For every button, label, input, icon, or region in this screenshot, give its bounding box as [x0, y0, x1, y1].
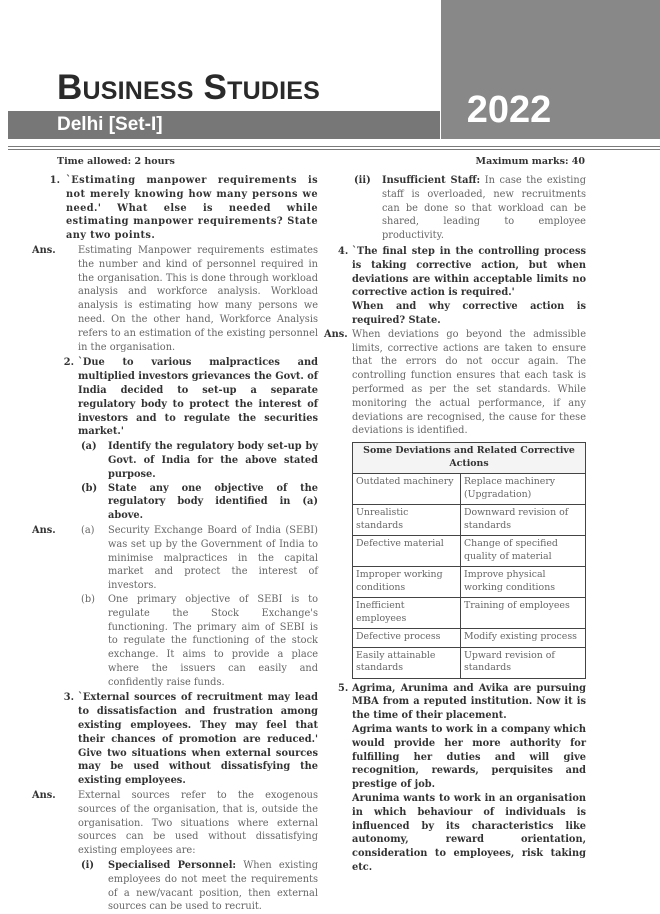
time-allowed: Time allowed: 2 hours [57, 156, 175, 167]
deviation-cell: Unrealistic standards [353, 505, 461, 536]
action-cell: Change of specified quality of material [461, 536, 586, 567]
left-column [32, 174, 318, 914]
point-title: Specialised Personnel: [108, 860, 237, 872]
answer-part-a [78, 524, 318, 593]
part-text: Security Exchange Board of India (SEBI) was set up by the Government of India to minimise malpractices in the capital market and protect the interest of investors. [108, 524, 318, 592]
answer-label: Ans. [32, 524, 56, 536]
question-number: 1. [49, 175, 60, 186]
answer-1 [32, 244, 318, 354]
answer-label: Ans. [32, 244, 56, 256]
deviation-cell: Easily attainable standards [353, 647, 461, 678]
deviation-cell: Inefficient employees [353, 598, 461, 629]
table-row [353, 629, 586, 648]
action-cell: Downward revision of standards [461, 505, 586, 536]
point-label: (i) [81, 860, 94, 872]
question-number: 5. [338, 682, 349, 694]
question-intro: Agrima, Arunima and Avika are pursuing MBA from a reputed institution. Now it is the time of their placement. [352, 682, 586, 722]
question-text: `Due to various malpractices and multiplied investors grievances the Govt. of India decided to set-up a separate regulatory body to protect the interest of investors and to regulate the securities market.' [78, 357, 318, 438]
action-cell: Training of employees [461, 598, 586, 629]
answer-text: External sources refer to the exogenous sources of the organisation, that is, outside the organisation. Two situations where external sources can be used without dissatisfying existing employees are: [78, 790, 318, 857]
action-cell: Improve physical working conditions [461, 567, 586, 598]
part-label: (a) [81, 524, 95, 536]
deviation-cell: Defective material [353, 536, 461, 567]
paper-set-label: Delhi [Set-I] [57, 114, 163, 135]
table-row [353, 505, 586, 536]
point-text: When existing employees do not meet the requirements of a new/vacant position, then external sources can be used to recruit. [108, 860, 318, 913]
question-subtext: When and why corrective action is required? State. [352, 301, 586, 326]
action-cell: Modify existing process [461, 629, 586, 648]
deviations-table [352, 442, 586, 679]
question-number: 4. [338, 245, 349, 257]
deviation-cell: Defective process [353, 629, 461, 648]
answer-2 [32, 524, 318, 690]
question-3 [32, 691, 318, 788]
right-column [324, 174, 586, 875]
point-label: (ii) [354, 175, 371, 186]
part-text: Identify the regulatory body set-up by Govt. of India for the above stated purpose. [108, 441, 318, 480]
answer-label: Ans. [32, 790, 56, 802]
question-4 [330, 245, 586, 328]
action-cell: Upward revision of standards [461, 647, 586, 678]
point-title: Insufficient Staff: [382, 175, 481, 186]
question-paragraph: Arunima wants to work in an organisation in which behaviour of individuals is influenced by its characteristics like autonomy, reward orientation, consideration to employees, risk taking etc. [352, 793, 586, 873]
part-label: (b) [81, 482, 98, 494]
answer-point-2 [330, 174, 586, 243]
question-number: 3. [63, 692, 74, 704]
answer-part-b [78, 593, 318, 690]
year-label: 2022 [466, 89, 552, 131]
answer-4 [324, 328, 586, 438]
maximum-marks: Maximum marks: 40 [475, 156, 585, 167]
question-text: `Estimating manpower requirements is not merely knowing how many persons we need.' What else is needed while estimating manpower requirements? State any two points. [66, 175, 318, 242]
table-row [353, 598, 586, 629]
exam-meta [57, 156, 585, 168]
answer-point-1 [78, 859, 318, 914]
part-label: (a) [81, 441, 97, 453]
page-title: Business Studies [57, 68, 320, 107]
table-row [353, 536, 586, 567]
question-2 [32, 356, 318, 523]
table-heading: Some Deviations and Related Corrective Actions [353, 443, 586, 474]
header-rule [8, 146, 660, 147]
deviation-cell: Improper working conditions [353, 567, 461, 598]
question-part-a [78, 440, 318, 481]
table-row [353, 474, 586, 505]
part-text: State any one objective of the regulatory body identified in (a) above. [108, 482, 318, 522]
question-text: `External sources of recruitment may lead to dissatisfaction and frustration among existing employees. They may feel that their chances of promotion are reduced.' Give two situations when external sources may be used without dissatisfying the existing employees. [78, 692, 318, 787]
question-text: `The final step in the controlling process is taking corrective action, but when deviations are within acceptable limits no corrective action is required.' [352, 245, 586, 299]
question-part-b [78, 482, 318, 523]
table-row [353, 567, 586, 598]
header-rule [8, 149, 660, 150]
part-label: (b) [81, 593, 95, 605]
answer-text: Estimating Manpower requirements estimates the number and kind of personnel required in the organisation. This is done through workload analysis and workforce analysis. Workload analysis is estimating how many persons we need. On the other hand, Workforce Analysis refers to an estimation of the existing personnel in the organisation. [78, 244, 318, 353]
deviation-cell: Outdated machinery [353, 474, 461, 505]
action-cell: Replace machinery (Upgradation) [461, 474, 586, 505]
answer-text: When deviations go beyond the admissible limits, corrective actions are taken to ensure that the errors do not occur again. The controlling function ensures that each task is performed as per the set standards. While monitoring the actual performance, if any deviations are recognised, the cause for these deviations is identified. [352, 328, 586, 437]
part-text: One primary objective of SEBI is to regulate the Stock Exchange's functioning. The primary aim of SEBI is to regulate the functioning of the stock exchange. It aims to provide a place where the issuers can easily and confidently raise funds. [108, 593, 318, 688]
question-5 [330, 682, 586, 875]
answer-label: Ans. [324, 328, 348, 340]
question-number: 2. [63, 357, 74, 369]
table-row [353, 647, 586, 678]
point-text: In case the existing staff is overloaded, new recruitments can be done so that workload can be shared, leading to employee productivity. [382, 175, 586, 242]
question-paragraph: Agrima wants to work in a company which would provide her more authority for fulfilling her duties and will give recognition, rewards, perquisites and prestige of job. [352, 724, 586, 791]
answer-3 [32, 789, 318, 914]
question-1 [32, 174, 318, 243]
